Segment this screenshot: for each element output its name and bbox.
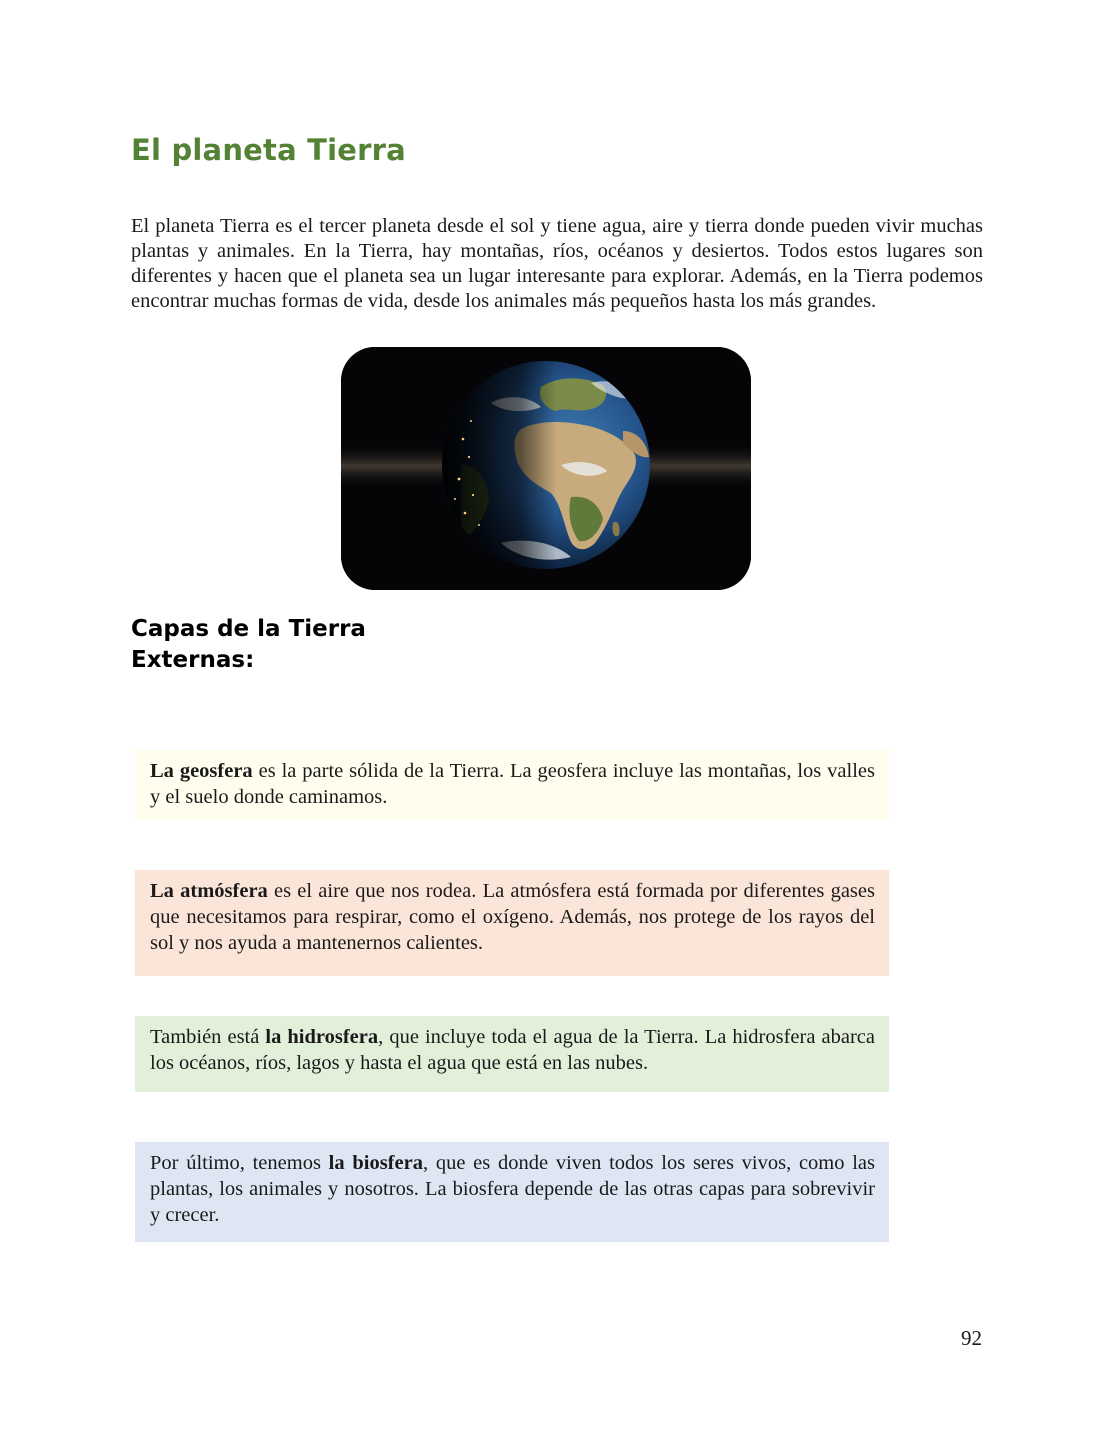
atmosphere-text: es el aire que nos rodea. La atmósfera está formada por diferentes gases que necesitamos para respirar, como el oxígeno. Además, nos protege de los rayos del sol y nos ayuda a mantenernos calientes. (150, 880, 875, 954)
intro-paragraph: El planeta Tierra es el tercer planeta desde el sol y tiene agua, aire y tierra donde pueden vivir muchas plantas y animales. En la Tierra, hay montañas, ríos, océanos y desiertos. Todos estos lugares son diferentes y hacen que el planeta sea un lugar interesante para explorar. Además, en la Tierra podemos encontrar muchas formas de vida, desde los animales más pequeños hasta los más grandes. (131, 215, 983, 312)
hydrosphere-box (135, 1016, 889, 1092)
biosphere-text: , que es donde viven todos los seres vivos, como las plantas, los animales y nosotros. La biosfera depende de las otras capas para sobrevivir y crecer. (150, 1152, 876, 1226)
hydrosphere-term: la hidrosfera (265, 1026, 379, 1048)
page-title: El planeta Tierra (131, 133, 406, 167)
section-title (131, 614, 366, 676)
biosphere-term: la biosfera (328, 1152, 423, 1174)
atmosphere-box (135, 870, 889, 976)
hydrosphere-lead: También está (150, 1026, 266, 1048)
section-title-line1: Capas de la Tierra (131, 616, 366, 642)
geosphere-box (135, 750, 889, 820)
earth-image (341, 347, 751, 590)
geosphere-term: La geosfera (150, 760, 253, 782)
biosphere-lead: Por último, tenemos (150, 1152, 329, 1174)
geosphere-text: es la parte sólida de la Tierra. La geosfera incluye las montañas, los valles y el suelo donde caminamos. (150, 760, 875, 808)
earth-globe-icon (341, 347, 751, 590)
section-title-line2: Externas: (131, 647, 255, 673)
biosphere-box (135, 1142, 889, 1242)
hydrosphere-text: , que incluye toda el agua de la Tierra. La hidrosfera abarca los océanos, ríos, lagos y hasta el agua que está en las nubes. (150, 1026, 875, 1074)
atmosphere-term: La atmósfera (150, 880, 268, 902)
page-number: 92 (961, 1326, 982, 1350)
